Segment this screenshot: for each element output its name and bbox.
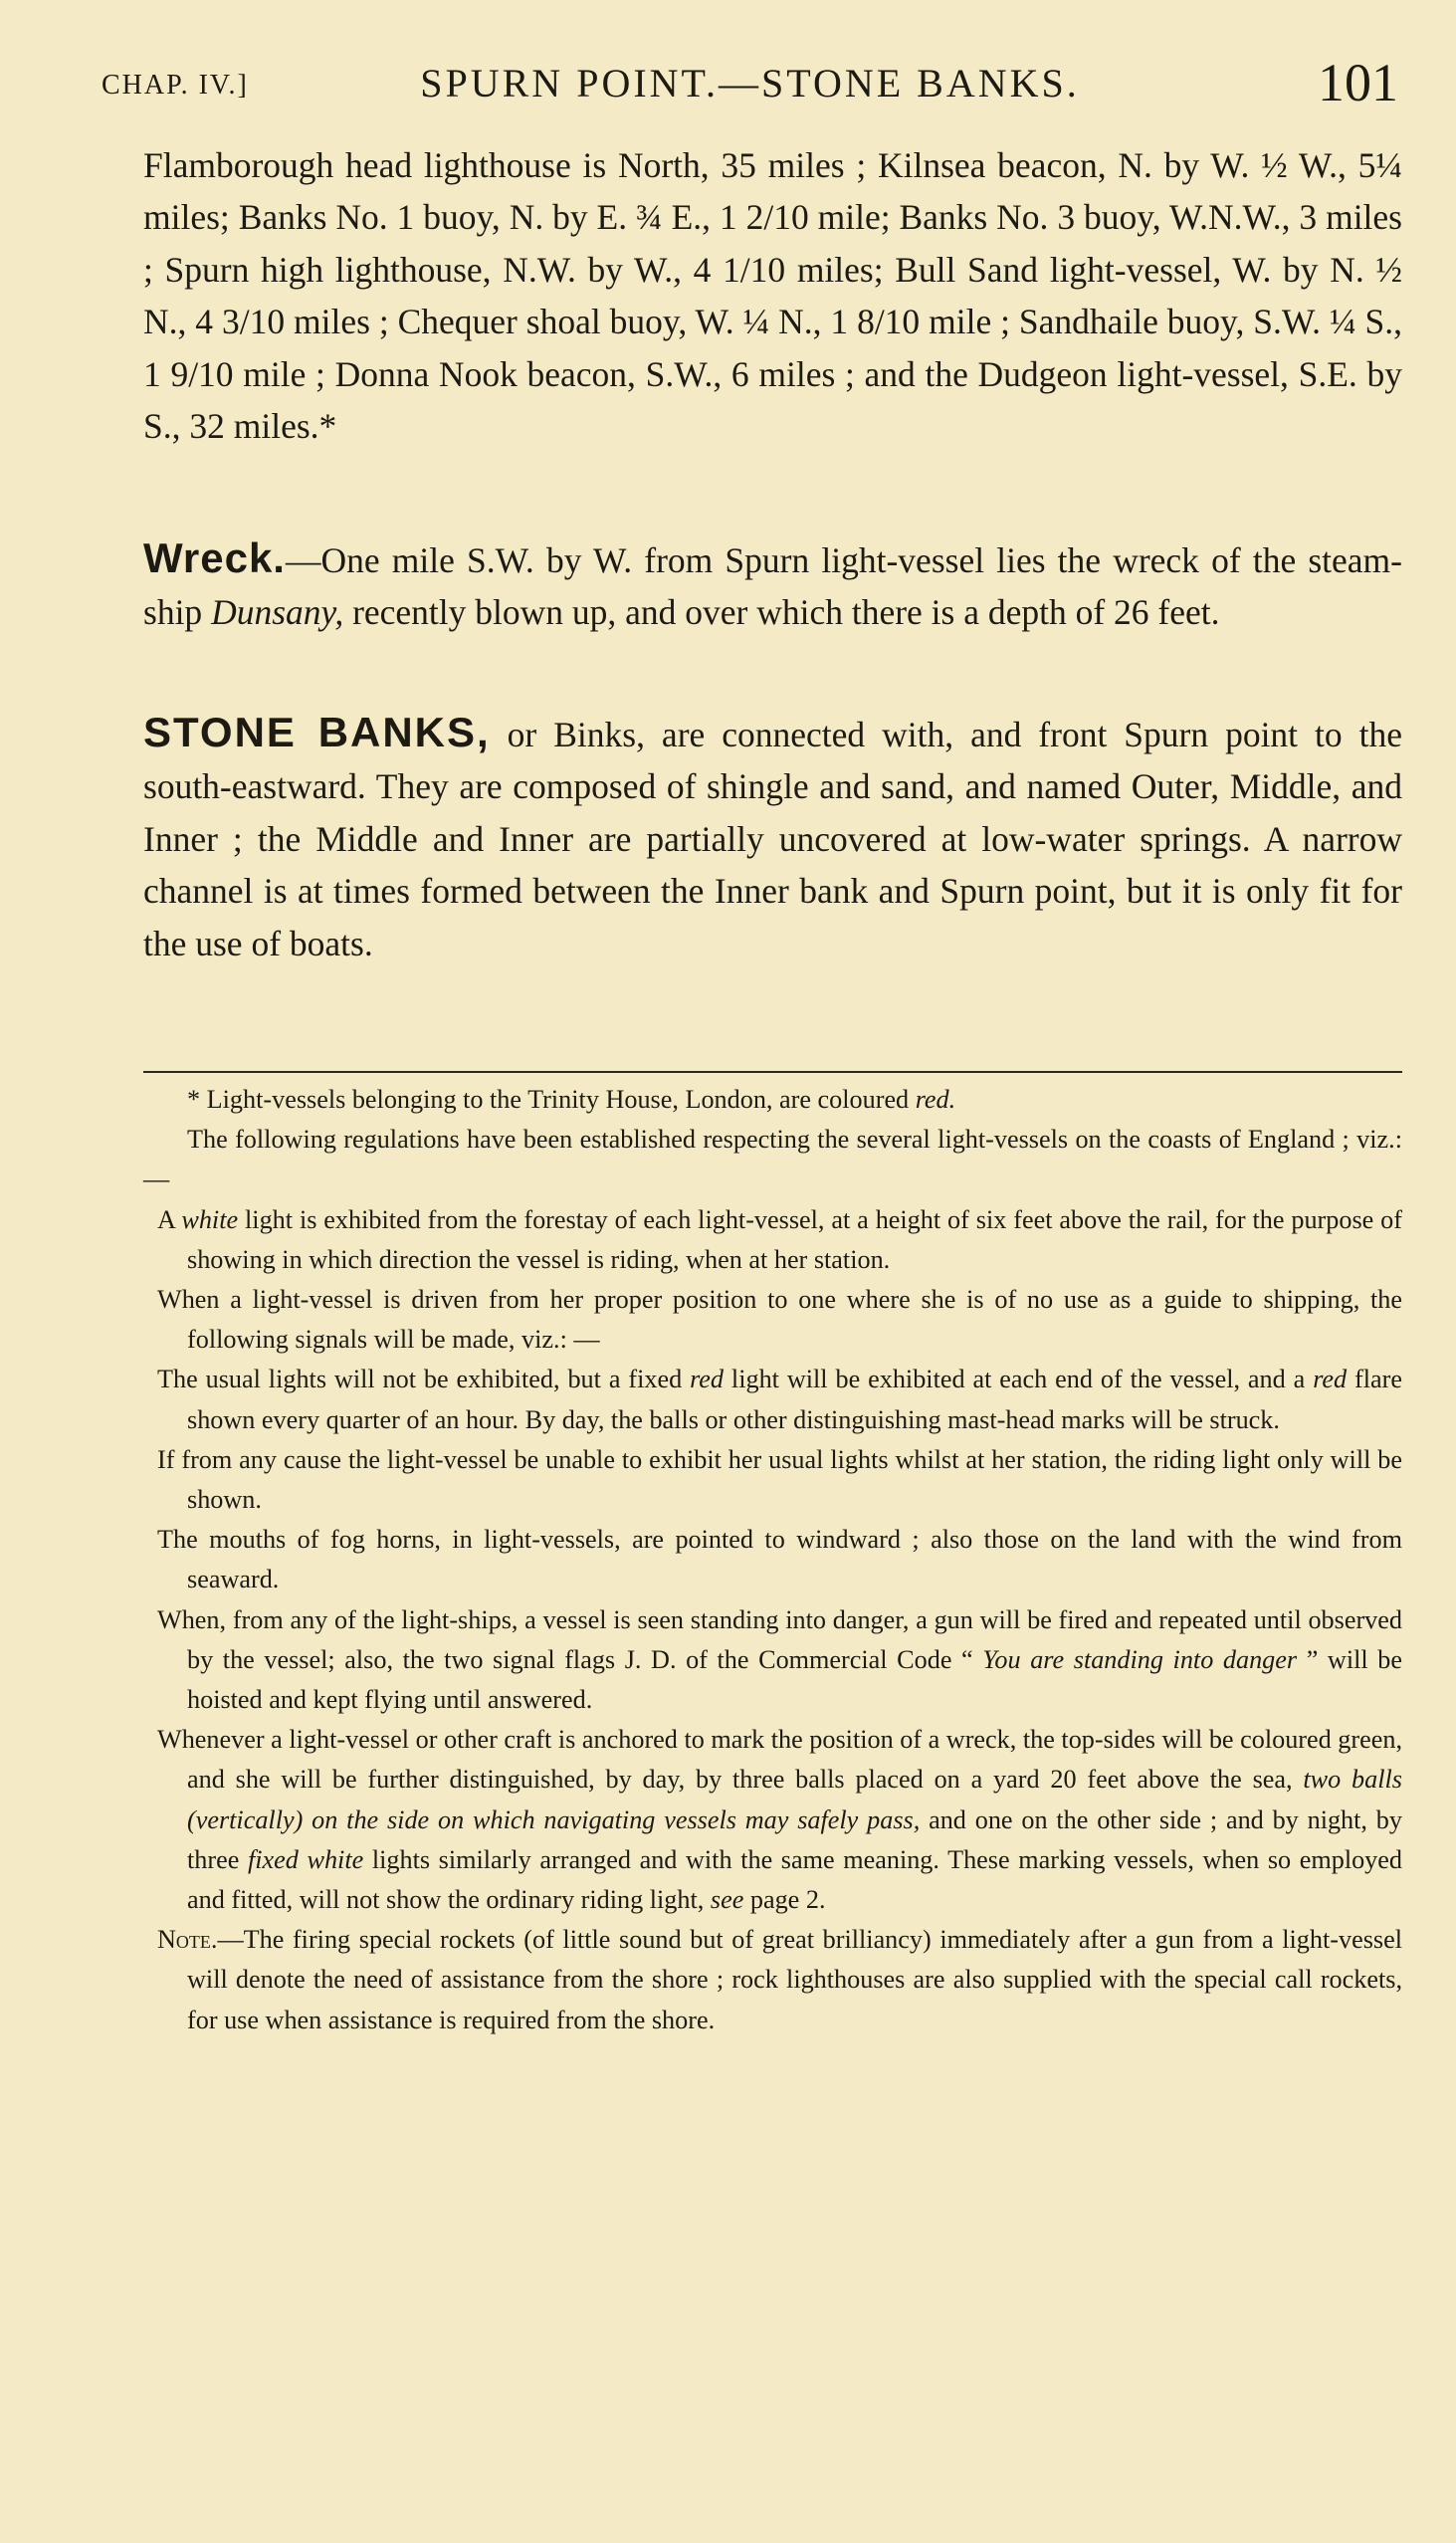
- footnote-riding-light: If from any cause the light-vessel be unable to exhibit her usual lights whilst at her station, the riding light only will be shown.: [157, 1444, 1402, 1515]
- bearings-text: Flamborough head lighthouse is North, 35 miles ; Kilnsea beacon, N. by W. ½ W., 5¼ miles; Banks No. 1 buoy, N. by E. ¾ E., 1 2/10 mile; Banks No. 3 buoy, W.N.W., 3 miles ; Spurn high lighthouse, N.W. by W., 4 1/10 miles; Bull Sand light-vessel, W. by N. ½ N., 4 3/10 miles ; Chequer shoal buoy, W. ¼ N., 1 8/10 mile ; Sandhaile buoy, S.W. ¼ S., 1 9/10 mile ; Donna Nook beacon, S.W., 6 miles ; and the Dudgeon light-vessel, S.E. by S., 32 miles.*: [143, 145, 1402, 447]
- wreck-text-start: —One mile S.W. by W. from Spurn light-vessel lies the wreck of the steam-ship: [143, 540, 1402, 633]
- footnote-usual-lights: The usual lights will not be exhibited, but a fixed red light will be exhibited at each end of the vessel, and a red flare shown every quarter of an hour. By day, the balls or other distinguishing mast-head marks will be struck.: [157, 1365, 1402, 1434]
- footnote-fog-horns: The mouths of fog horns, in light-vessels, are pointed to windward ; also those on the land with the wind from seaward.: [157, 1525, 1402, 1594]
- footnote-note-rockets: Note.—The firing special rockets (of little sound but of great brilliancy) immediately after a gun from a light-vessel will denote the need of assistance from the shore ; rock lighthouses are also supplied with the special call rockets, for use when assistance is required from the shore.: [157, 1925, 1402, 2034]
- stone-banks-heading: STONE BANKS,: [143, 709, 491, 755]
- bearings-paragraph: [143, 139, 1402, 452]
- footnote-regulations-intro: The following regulations have been established respecting the several light-vessels on the coasts of England ; viz.: —: [143, 1125, 1402, 1194]
- note-label: Note.: [157, 1925, 218, 1955]
- footnote-trinity-house: * Light-vessels belonging to the Trinity House, London, are coloured red.: [187, 1085, 956, 1114]
- wreck-text-end: recently blown up, and over which there is a depth of 26 feet.: [343, 592, 1220, 633]
- wreck-heading: Wreck.: [143, 534, 286, 581]
- page-number: 101: [1318, 53, 1398, 112]
- footnote-red: red.: [915, 1085, 956, 1114]
- wreck-paragraph: [143, 532, 1402, 639]
- running-header: [102, 52, 1398, 121]
- stone-banks-text: or Binks, are connected with, and front Spurn point to the south-eastward. They are composed of shingle and sand, and named Outer, Middle, and Inner ; the Middle and Inner are partially uncovered at low-water springs. A narrow channel is at times formed between the Inner bank and Spurn point, but it is only fit for the use of boats.: [143, 715, 1402, 963]
- page-heading: SPURN POINT.—STONE BANKS.: [420, 61, 1080, 106]
- footnote-wreck-marking: Whenever a light-vessel or other craft is anchored to mark the position of a wreck, the top-sides will be coloured green, and she will be further distinguished, by day, by three balls placed on a yard 20 feet above the sea, two balls (vertically) on the side on which navigating vessels may safely pass, and one on the other side ; and by night, by three fixed white lights similarly arranged and with the same meaning. These marking vessels, when so employed and fitted, will not show the ordinary riding light, see page 2.: [157, 1725, 1402, 1915]
- stone-banks-paragraph: [143, 707, 1402, 969]
- chapter-marker: CHAP. IV.]: [102, 70, 249, 101]
- footnote-driven-from-position: When a light-vessel is driven from her proper position to one where she is of no use as a guide to shipping, the following signals will be made, viz.: —: [157, 1285, 1402, 1355]
- footnote-gun-signal: When, from any of the light-ships, a vessel is seen standing into danger, a gun will be fired and repeated until observed by the vessel; also, the two signal flags J. D. of the Commercial Code “ You are standing into danger ” will be hoisted and kept flying until answered.: [157, 1604, 1402, 1715]
- footnote-block: [143, 1080, 1402, 2040]
- ship-name: Dunsany,: [211, 592, 344, 633]
- footnote-divider: [143, 1071, 1402, 1073]
- footnote-white-light: A white light is exhibited from the forestay of each light-vessel, at a height of six feet above the rail, for the purpose of showing in which direction the vessel is riding, when at her station.: [157, 1204, 1402, 1274]
